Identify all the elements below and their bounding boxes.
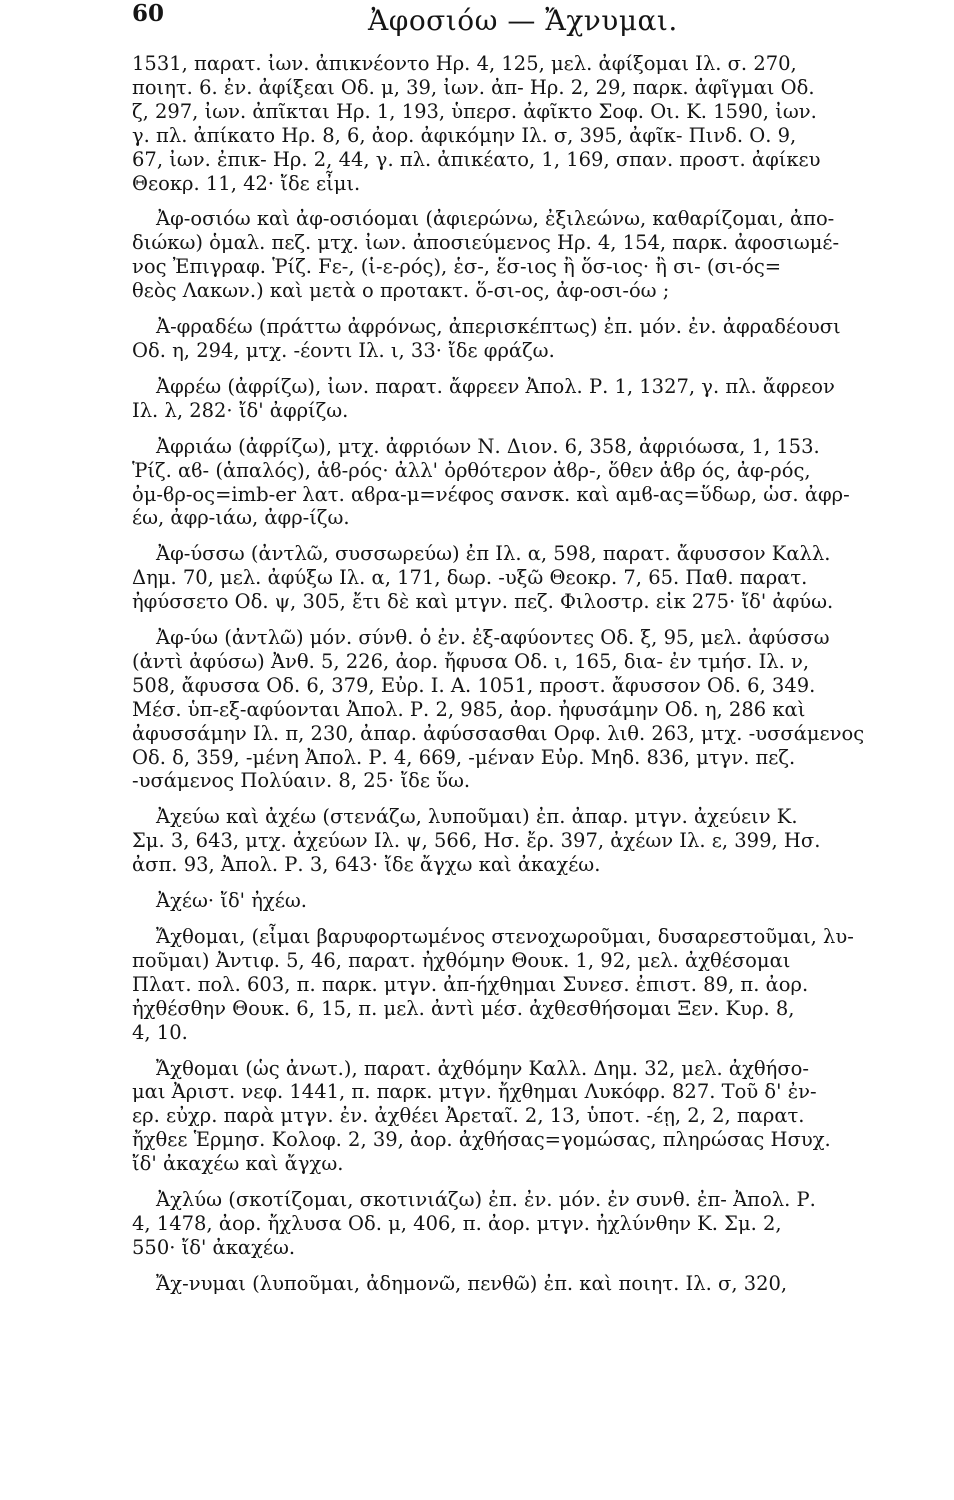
- dictionary-entry: [132, 626, 910, 793]
- entry-line: έω, ἀφρ-ιάω, ἀφρ-ίζω.: [132, 506, 350, 530]
- page-number: 60: [132, 0, 165, 27]
- entry-line: ερ. εὐχρ. παρὰ μτγν. ἐν. ἀχθέει Ἀρεταῖ. 2, 13, ὑποτ. -έῃ, 2, 2, παρατ.: [132, 1104, 805, 1128]
- entry-line: 67, ἰων. ἐπικ- Ηρ. 2, 44, γ. πλ. ἀπικέατο, 1, 169, σπαν. προστ. ἀφίκευ: [132, 147, 821, 171]
- dictionary-entry: [132, 542, 910, 614]
- entry-line: Ἀχλύω (σκοτίζομαι, σκοτινιάζω) ἐπ. ἐν. μόν. ἐν συνθ. ἐπ- Ἀπολ. Ρ.: [156, 1188, 816, 1212]
- dictionary-entry: [132, 435, 910, 531]
- header-title: Ἀφοσιόω — Ἄχνυμαι.: [368, 4, 678, 37]
- entry-line: 4, 1478, ἀορ. ἤχλυσα Οδ. μ, 406, π. ἀορ. μτγν. ἠχλύνθην Κ. Σμ. 2,: [132, 1211, 782, 1235]
- entry-line: Οδ. δ, 359, -μένη Ἀπολ. Ρ. 4, 669, -μέναν Εὐρ. Μηδ. 836, μτγν. πεζ.: [132, 745, 796, 769]
- entry-line: Ἄχ-νυμαι (λυποῦμαι, ἀδημονῶ, πενθῶ) ἐπ. καὶ ποιητ. Ιλ. σ, 320,: [156, 1271, 788, 1295]
- entry-line: Ἀφ-οσιόω καὶ ἀφ-οσιόομαι (ἀφιερώνω, ἐξιλεώνω, καθαρίζομαι, ἀπο-: [156, 207, 835, 231]
- entry-line: ἠχθέσθην Θουκ. 6, 15, π. μελ. ἀντὶ μέσ. ἀχθεσθήσομαι Ξεν. Κυρ. 8,: [132, 996, 795, 1020]
- entry-line: Σμ. 3, 643, μτχ. ἀχεύων Ιλ. ψ, 566, Ησ. ἔρ. 397, ἀχέων Ιλ. ε, 399, Ησ.: [132, 829, 821, 853]
- entry-line: ἀσπ. 93, Ἀπολ. Ρ. 3, 643· ἴδε ἄγχω καὶ ἀκαχέω.: [132, 853, 601, 877]
- entry-line: διώκω) ὁμαλ. πεζ. μτχ. ἰων. ἀποσιεύμενος Ηρ. 4, 154, παρκ. ἀφοσιωμέ-: [132, 231, 840, 255]
- entry-line: 550· ἴδ' ἀκαχέω.: [132, 1235, 296, 1259]
- entry-line: ποιητ. 6. ἐν. ἀφίξεαι Οδ. μ, 39, ἰων. ἀπ- Ηρ. 2, 29, παρκ. ἀφῖγμαι Οδ.: [132, 75, 815, 99]
- entry-line: Ἀφ-ύσσω (ἀντλῶ, συσσωρεύω) ἐπ Ιλ. α, 598, παρατ. ἄφυσσον Καλλ.: [156, 542, 831, 566]
- dictionary-entry: [132, 805, 910, 877]
- entry-line: γ. πλ. ἀπίκατο Ηρ. 8, 6, ἀορ. ἀφικόμην Ιλ. σ, 395, ἀφῖκ- Πινδ. Ο. 9,: [132, 123, 797, 147]
- entry-line: 4, 10.: [132, 1020, 188, 1044]
- dictionary-entry: [132, 925, 910, 1045]
- entry-line: Ἀ-φραδέω (πράττω ἀφρόνως, ἀπερισκέπτως) ἐπ. μόν. ἐν. ἀφραδέουσι: [156, 315, 841, 339]
- entry-line: 1531, παρατ. ἰων. ἀπικνέοντο Ηρ. 4, 125, μελ. ἀφίξομαι Ιλ. σ. 270,: [132, 52, 797, 75]
- dictionary-entry: [132, 889, 910, 913]
- dictionary-entries: [132, 52, 910, 1296]
- entry-line: -υσάμενος Πολύαιν. 8, 25· ἴδε ὕω.: [132, 769, 471, 793]
- entry-line: Ῥίζ. αϐ- (ἁπαλός), ἁϐ-ρός· ἀλλ' ὀρθότερον ἀϐρ-, ὅθεν ἁϐρ ός, ἀφ-ρός,: [132, 458, 811, 482]
- entry-line: Οδ. η, 294, μτχ. -έοντι Ιλ. ι, 33· ἴδε φράζω.: [132, 338, 555, 362]
- entry-line: Ιλ. λ, 282· ἴδ' ἀφρίζω.: [132, 398, 349, 422]
- entry-line: Ἄχθομαι, (εἶμαι βαρυφορτωμένος στενοχωροῦμαι, δυσαρεστοῦμαι, λυ-: [156, 925, 854, 948]
- entry-line: Ἀχέω· ἴδ' ἠχέω.: [156, 889, 307, 913]
- entry-line: Δημ. 70, μελ. ἀφύξω Ιλ. α, 171, δωρ. -υξῶ Θεοκρ. 7, 65. Παθ. παρατ.: [132, 566, 808, 590]
- entry-line: Ἀφρέω (ἀφρίζω), ἰων. παρατ. ἄφρεεν Ἀπολ. Ρ. 1, 1327, γ. πλ. ἄφρεον: [156, 374, 835, 398]
- entry-line: θεὸς Λακων.) καὶ μετὰ ο προτακτ. ὅ-σι-ος, ἀφ-οσι-όω ;: [132, 279, 670, 303]
- entry-line: ζ, 297, ἰων. ἀπῖκται Ηρ. 1, 193, ὑπερσ. ἀφῖκτο Σοφ. Οι. Κ. 1590, ἰων.: [132, 99, 817, 123]
- dictionary-entry: [132, 1272, 910, 1296]
- entry-line: ἠφύσσετο Οδ. ψ, 305, ἔτι δὲ καὶ μτγν. πεζ. Φιλοστρ. εἰκ 275· ἴδ' ἀφύω.: [132, 590, 834, 614]
- entry-line: μαι Ἀριστ. νεφ. 1441, π. παρκ. μτγν. ἤχθημαι Λυκόφρ. 827. Τοῦ δ' ἐν-: [132, 1080, 817, 1104]
- entry-line: Θεοκρ. 11, 42· ἴδε εἶμι.: [132, 171, 361, 195]
- entry-line: Ἄχθομαι (ὡς ἀνωτ.), παρατ. ἀχθόμην Καλλ. Δημ. 32, μελ. ἀχθήσο-: [156, 1056, 809, 1080]
- entry-line: (ἀντὶ ἀφύσω) Ἀνθ. 5, 226, ἀορ. ἤφυσα Οδ. ι, 165, δια- ἐν τμήσ. Ιλ. ν,: [132, 649, 810, 673]
- dictionary-entry: [132, 52, 910, 195]
- entry-line: Ἀφ-ύω (ἀντλῶ) μόν. σύνθ. ὁ ἐν. ἐξ-αφύοντες Οδ. ξ, 95, μελ. ἀφύσσω: [156, 626, 830, 650]
- entry-line: ὀμ-ϐρ-ος=imb-er λατ. αϐρα-μ=νέφος σανσκ. καὶ αμϐ-ας=ὕδωρ, ὡσ. ἀφρ-: [132, 482, 850, 506]
- entry-line: ποῦμαι) Ἀντιφ. 5, 46, παρατ. ἠχθόμην Θουκ. 1, 92, μελ. ἀχθέσομαι: [132, 948, 791, 972]
- entry-line: Μέσ. ὑπ-εξ-αφύονται Ἀπολ. Ρ. 2, 985, ἀορ. ἠφυσάμην Οδ. η, 286 καὶ: [132, 697, 806, 721]
- running-head: [132, 0, 910, 52]
- entry-line: νος Ἐπιγραφ. Ῥίζ. Fε-, (ἱ-ε-ρός), ἑσ-, ἕσ-ιος ἢ ὅσ-ιος· ἢ σι- (σι-ός=: [132, 255, 782, 279]
- entry-line: Ἀφριάω (ἀφρίζω), μτχ. ἀφριόων Ν. Διον. 6, 358, ἀφριόωσα, 1, 153.: [156, 434, 820, 458]
- entry-line: ἤχθεε Ἑρμησ. Κολοφ. 2, 39, ἀορ. ἀχθήσας=γομώσας, πληρώσας Ησυχ.: [132, 1128, 831, 1152]
- entry-line: ἴδ' ἀκαχέω καὶ ἄγχω.: [132, 1152, 344, 1176]
- dictionary-entry: [132, 315, 910, 363]
- entry-line: 508, ἄφυσσα Οδ. 6, 379, Εὐρ. Ι. Α. 1051, προστ. ἄφυσσον Οδ. 6, 349.: [132, 673, 816, 697]
- dictionary-entry: [132, 375, 910, 423]
- entry-line: ἀφυσσάμην Ιλ. π, 230, ἀπαρ. ἀφύσσασθαι Ορφ. λιθ. 263, μτχ. -υσσάμενος: [132, 721, 865, 745]
- dictionary-entry: [132, 1057, 910, 1177]
- entry-line: Πλατ. πολ. 603, π. παρκ. μτγν. ἀπ-ήχθημαι Συνεσ. ἐπιστ. 89, π. ἀορ.: [132, 972, 809, 996]
- dictionary-entry: [132, 207, 910, 303]
- entry-line: Ἀχεύω καὶ ἀχέω (στενάζω, λυποῦμαι) ἐπ. ἀπαρ. μτγν. ἀχεύειν Κ.: [156, 805, 798, 829]
- dictionary-entry: [132, 1188, 910, 1260]
